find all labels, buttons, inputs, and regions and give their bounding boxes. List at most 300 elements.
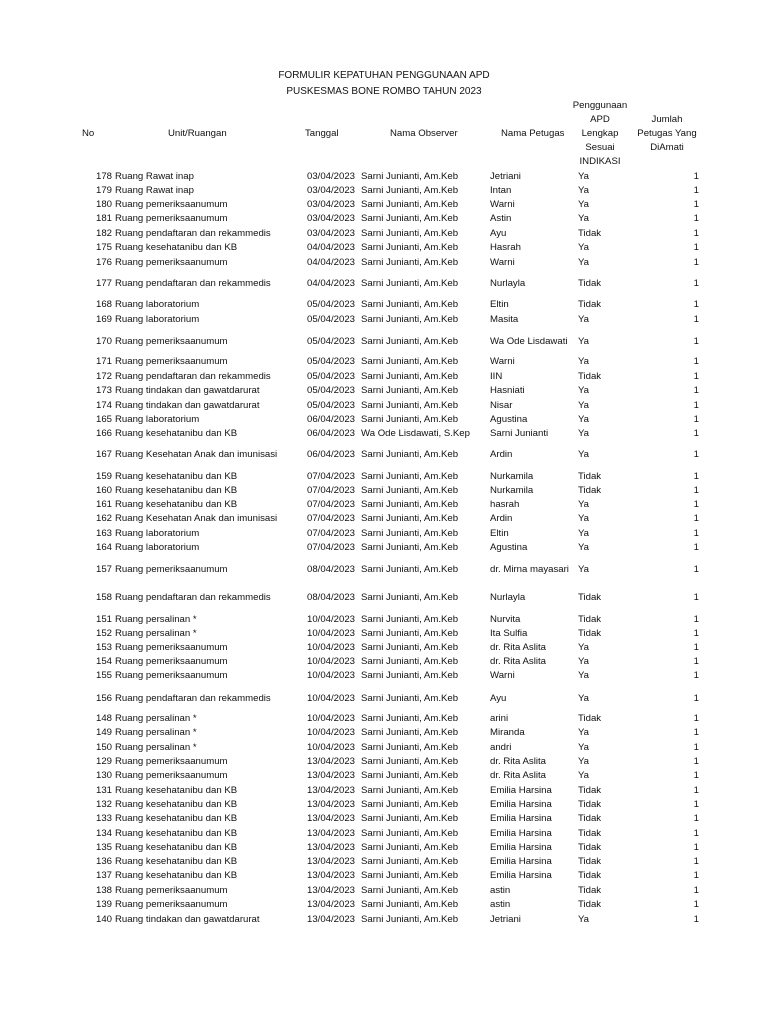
cell-no: 155 [95, 670, 112, 681]
cell-jumlah: 1 [693, 670, 699, 681]
cell-no: 173 [95, 385, 112, 396]
cell-tanggal: 03/04/2023 [307, 171, 356, 182]
table-row [0, 449, 768, 463]
table-row [0, 842, 768, 856]
cell-unit: Ruang tindakan dan gawatdarurat [115, 400, 260, 411]
cell-apd: Tidak [578, 785, 602, 796]
table-row [0, 228, 768, 242]
cell-unit: Ruang pemeriksaanumum [115, 642, 228, 653]
cell-tanggal: 03/04/2023 [307, 199, 356, 210]
cell-no: 180 [95, 199, 112, 210]
cell-petugas: astin [490, 885, 511, 896]
cell-observer: Sarni Junianti, Am.Keb [361, 870, 459, 881]
cell-apd: Ya [578, 693, 590, 704]
cell-no: 174 [95, 400, 112, 411]
cell-no: 171 [95, 356, 112, 367]
cell-apd: Ya [578, 656, 590, 667]
cell-unit: Ruang persalinan * [115, 727, 197, 738]
cell-tanggal: 04/04/2023 [307, 257, 356, 268]
table-row [0, 770, 768, 784]
table-row [0, 542, 768, 556]
cell-no: 179 [95, 185, 112, 196]
cell-observer: Sarni Junianti, Am.Keb [361, 799, 459, 810]
cell-tanggal: 05/04/2023 [307, 400, 356, 411]
cell-apd: Tidak [578, 485, 602, 496]
cell-tanggal: 10/04/2023 [307, 727, 356, 738]
cell-jumlah: 1 [693, 870, 699, 881]
cell-observer: Sarni Junianti, Am.Keb [361, 842, 459, 853]
cell-tanggal: 04/04/2023 [307, 278, 356, 289]
cell-jumlah: 1 [693, 528, 699, 539]
cell-unit: Ruang pemeriksaanumum [115, 899, 228, 910]
cell-apd: Ya [578, 356, 590, 367]
cell-observer: Sarni Junianti, Am.Keb [361, 485, 459, 496]
cell-no: 140 [95, 914, 112, 925]
cell-apd: Ya [578, 499, 590, 510]
cell-observer: Sarni Junianti, Am.Keb [361, 513, 459, 524]
cell-petugas: Emilia Harsina [490, 799, 552, 810]
cell-jumlah: 1 [693, 856, 699, 867]
header-apd-line: APD [590, 114, 610, 125]
cell-observer: Sarni Junianti, Am.Keb [361, 542, 459, 553]
cell-no: 166 [95, 428, 112, 439]
table-row [0, 885, 768, 899]
cell-jumlah: 1 [693, 899, 699, 910]
cell-jumlah: 1 [693, 336, 699, 347]
cell-apd: Ya [578, 528, 590, 539]
table-row [0, 656, 768, 670]
cell-no: 162 [95, 513, 112, 524]
table-row [0, 199, 768, 213]
cell-apd: Tidak [578, 856, 602, 867]
table-row [0, 813, 768, 827]
cell-apd: Ya [578, 400, 590, 411]
cell-petugas: Nurkamila [490, 471, 534, 482]
cell-no: 181 [95, 213, 112, 224]
cell-tanggal: 07/04/2023 [307, 542, 356, 553]
cell-tanggal: 10/04/2023 [307, 670, 356, 681]
table-row [0, 914, 768, 928]
header-tanggal: Tanggal [305, 128, 339, 139]
table-row [0, 564, 768, 578]
cell-no: 172 [95, 371, 112, 382]
cell-petugas: Wa Ode Lisdawati [490, 336, 568, 347]
cell-unit: Ruang Rawat inap [115, 171, 194, 182]
cell-tanggal: 05/04/2023 [307, 385, 356, 396]
cell-no: 156 [95, 693, 112, 704]
cell-jumlah: 1 [693, 171, 699, 182]
cell-no: 175 [95, 242, 112, 253]
cell-apd: Ya [578, 213, 590, 224]
cell-petugas: Emilia Harsina [490, 813, 552, 824]
cell-observer: Sarni Junianti, Am.Keb [361, 414, 459, 425]
cell-petugas: Nurlayla [490, 592, 526, 603]
table-row [0, 799, 768, 813]
cell-petugas: dr. Rita Aslita [490, 656, 546, 667]
cell-apd: Ya [578, 199, 590, 210]
cell-apd: Tidak [578, 371, 602, 382]
cell-jumlah: 1 [693, 592, 699, 603]
cell-petugas: Eltin [490, 528, 509, 539]
cell-unit: Ruang kesehatanibu dan KB [115, 828, 238, 839]
cell-tanggal: 07/04/2023 [307, 485, 356, 496]
cell-unit: Ruang kesehatanibu dan KB [115, 485, 238, 496]
cell-no: 139 [95, 899, 112, 910]
cell-petugas: Emilia Harsina [490, 870, 552, 881]
cell-apd: Ya [578, 670, 590, 681]
cell-apd: Tidak [578, 592, 602, 603]
cell-no: 182 [95, 228, 112, 239]
table-row [0, 785, 768, 799]
cell-no: 163 [95, 528, 112, 539]
cell-jumlah: 1 [693, 449, 699, 460]
cell-jumlah: 1 [693, 471, 699, 482]
cell-unit: Ruang pemeriksaanumum [115, 770, 228, 781]
cell-petugas: andri [490, 742, 512, 753]
cell-unit: Ruang persalinan * [115, 713, 197, 724]
cell-tanggal: 05/04/2023 [307, 371, 356, 382]
table-row [0, 828, 768, 842]
table-row [0, 336, 768, 350]
cell-no: 158 [95, 592, 112, 603]
header-jumlah-line: Petugas Yang [637, 128, 697, 139]
cell-apd: Ya [578, 742, 590, 753]
cell-apd: Ya [578, 914, 590, 925]
cell-petugas: dr. Rita Aslita [490, 642, 546, 653]
cell-unit: Ruang kesehatanibu dan KB [115, 870, 238, 881]
cell-tanggal: 13/04/2023 [307, 756, 356, 767]
cell-jumlah: 1 [693, 656, 699, 667]
table-row [0, 213, 768, 227]
cell-unit: Ruang pendaftaran dan rekammedis [115, 228, 271, 239]
cell-petugas: Agustina [490, 542, 528, 553]
cell-unit: Ruang pendaftaran dan rekammedis [115, 693, 271, 704]
cell-tanggal: 13/04/2023 [307, 885, 356, 896]
cell-jumlah: 1 [693, 885, 699, 896]
document-subtitle: PUSKESMAS BONE ROMBO TAHUN 2023 [286, 86, 482, 97]
cell-apd: Ya [578, 642, 590, 653]
cell-apd: Ya [578, 542, 590, 553]
cell-petugas: Ayu [490, 693, 507, 704]
cell-no: 134 [95, 828, 112, 839]
cell-unit: Ruang kesehatanibu dan KB [115, 242, 238, 253]
cell-no: 132 [95, 799, 112, 810]
cell-petugas: Emilia Harsina [490, 842, 552, 853]
cell-observer: Sarni Junianti, Am.Keb [361, 400, 459, 411]
cell-jumlah: 1 [693, 628, 699, 639]
cell-no: 170 [95, 336, 112, 347]
cell-observer: Sarni Junianti, Am.Keb [361, 257, 459, 268]
cell-tanggal: 05/04/2023 [307, 336, 356, 347]
cell-petugas: astin [490, 899, 511, 910]
cell-jumlah: 1 [693, 513, 699, 524]
cell-unit: Ruang tindakan dan gawatdarurat [115, 914, 260, 925]
cell-unit: Ruang pemeriksaanumum [115, 356, 228, 367]
cell-observer: Sarni Junianti, Am.Keb [361, 670, 459, 681]
table-row [0, 592, 768, 606]
cell-tanggal: 03/04/2023 [307, 213, 356, 224]
cell-unit: Ruang laboratorium [115, 299, 200, 310]
cell-jumlah: 1 [693, 199, 699, 210]
cell-jumlah: 1 [693, 914, 699, 925]
cell-observer: Sarni Junianti, Am.Keb [361, 756, 459, 767]
cell-no: 154 [95, 656, 112, 667]
cell-tanggal: 13/04/2023 [307, 914, 356, 925]
cell-jumlah: 1 [693, 642, 699, 653]
cell-petugas: IIN [490, 371, 503, 382]
cell-petugas: hasrah [490, 499, 520, 510]
cell-unit: Ruang Rawat inap [115, 185, 194, 196]
cell-jumlah: 1 [693, 299, 699, 310]
cell-tanggal: 13/04/2023 [307, 856, 356, 867]
cell-jumlah: 1 [693, 693, 699, 704]
cell-observer: Sarni Junianti, Am.Keb [361, 336, 459, 347]
header-jumlah [634, 113, 700, 155]
cell-apd: Ya [578, 314, 590, 325]
table-row [0, 385, 768, 399]
cell-unit: Ruang persalinan * [115, 742, 197, 753]
cell-no: 157 [95, 564, 112, 575]
cell-petugas: Warni [490, 356, 515, 367]
header-petugas: Nama Petugas [501, 128, 565, 139]
cell-unit: Ruang laboratorium [115, 314, 200, 325]
cell-tanggal: 10/04/2023 [307, 693, 356, 704]
cell-petugas: Emilia Harsina [490, 828, 552, 839]
cell-unit: Ruang laboratorium [115, 528, 200, 539]
cell-no: 131 [95, 785, 112, 796]
cell-jumlah: 1 [693, 485, 699, 496]
header-jumlah-line: DiAmati [650, 142, 684, 153]
cell-no: 160 [95, 485, 112, 496]
cell-petugas: Hasrah [490, 242, 521, 253]
cell-no: 177 [95, 278, 112, 289]
cell-apd: Ya [578, 449, 590, 460]
cell-observer: Sarni Junianti, Am.Keb [361, 628, 459, 639]
cell-apd: Ya [578, 242, 590, 253]
cell-unit: Ruang pemeriksaanumum [115, 199, 228, 210]
table-row [0, 756, 768, 770]
header-apd-line: Penggunaan [572, 100, 628, 111]
cell-jumlah: 1 [693, 828, 699, 839]
cell-observer: Sarni Junianti, Am.Keb [361, 642, 459, 653]
cell-unit: Ruang kesehatanibu dan KB [115, 813, 238, 824]
header-apd-line: INDIKASI [579, 156, 621, 167]
table-row [0, 614, 768, 628]
table-row [0, 471, 768, 485]
cell-apd: Ya [578, 428, 590, 439]
cell-petugas: Intan [490, 185, 512, 196]
cell-no: 178 [95, 171, 112, 182]
cell-petugas: Warni [490, 257, 515, 268]
cell-unit: Ruang pemeriksaanumum [115, 656, 228, 667]
cell-apd: Tidak [578, 471, 602, 482]
cell-petugas: Nisar [490, 400, 513, 411]
cell-observer: Sarni Junianti, Am.Keb [361, 171, 459, 182]
cell-petugas: Miranda [490, 727, 525, 738]
cell-observer: Sarni Junianti, Am.Keb [361, 356, 459, 367]
cell-observer: Sarni Junianti, Am.Keb [361, 185, 459, 196]
cell-apd: Tidak [578, 278, 602, 289]
cell-unit: Ruang kesehatanibu dan KB [115, 499, 238, 510]
cell-observer: Sarni Junianti, Am.Keb [361, 278, 459, 289]
cell-tanggal: 10/04/2023 [307, 642, 356, 653]
cell-observer: Sarni Junianti, Am.Keb [361, 693, 459, 704]
cell-petugas: Emilia Harsina [490, 856, 552, 867]
cell-unit: Ruang pemeriksaanumum [115, 213, 228, 224]
cell-jumlah: 1 [693, 213, 699, 224]
cell-unit: Ruang persalinan * [115, 628, 197, 639]
cell-petugas: dr. Rita Aslita [490, 756, 546, 767]
cell-unit: Ruang pendaftaran dan rekammedis [115, 278, 271, 289]
cell-petugas: Agustina [490, 414, 528, 425]
cell-observer: Sarni Junianti, Am.Keb [361, 371, 459, 382]
cell-petugas: Astin [490, 213, 512, 224]
cell-observer: Sarni Junianti, Am.Keb [361, 828, 459, 839]
cell-tanggal: 13/04/2023 [307, 813, 356, 824]
cell-observer: Sarni Junianti, Am.Keb [361, 713, 459, 724]
cell-tanggal: 05/04/2023 [307, 314, 356, 325]
cell-petugas: Hasniati [490, 385, 525, 396]
cell-observer: Sarni Junianti, Am.Keb [361, 742, 459, 753]
cell-unit: Ruang tindakan dan gawatdarurat [115, 385, 260, 396]
cell-petugas: Jetriani [490, 171, 521, 182]
cell-apd: Tidak [578, 713, 602, 724]
table-row [0, 485, 768, 499]
cell-jumlah: 1 [693, 742, 699, 753]
cell-jumlah: 1 [693, 785, 699, 796]
cell-apd: Tidak [578, 842, 602, 853]
cell-no: 167 [95, 449, 112, 460]
cell-jumlah: 1 [693, 278, 699, 289]
cell-jumlah: 1 [693, 842, 699, 853]
table-row [0, 870, 768, 884]
cell-apd: Ya [578, 257, 590, 268]
cell-observer: Sarni Junianti, Am.Keb [361, 656, 459, 667]
cell-petugas: arini [490, 713, 509, 724]
cell-apd: Ya [578, 727, 590, 738]
table-row [0, 171, 768, 185]
cell-tanggal: 10/04/2023 [307, 614, 356, 625]
cell-unit: Ruang pemeriksaanumum [115, 257, 228, 268]
cell-unit: Ruang pendaftaran dan rekammedis [115, 592, 271, 603]
cell-no: 136 [95, 856, 112, 867]
cell-jumlah: 1 [693, 756, 699, 767]
cell-no: 133 [95, 813, 112, 824]
cell-observer: Sarni Junianti, Am.Keb [361, 471, 459, 482]
cell-unit: Ruang pemeriksaanumum [115, 756, 228, 767]
cell-observer: Sarni Junianti, Am.Keb [361, 813, 459, 824]
cell-apd: Tidak [578, 628, 602, 639]
table-row [0, 414, 768, 428]
cell-no: 150 [95, 742, 112, 753]
cell-unit: Ruang kesehatanibu dan KB [115, 785, 238, 796]
cell-observer: Sarni Junianti, Am.Keb [361, 199, 459, 210]
table-row [0, 693, 768, 707]
cell-apd: Ya [578, 513, 590, 524]
table-row [0, 257, 768, 271]
cell-observer: Sarni Junianti, Am.Keb [361, 228, 459, 239]
table-row [0, 499, 768, 513]
cell-no: 168 [95, 299, 112, 310]
cell-observer: Sarni Junianti, Am.Keb [361, 299, 459, 310]
table-row [0, 713, 768, 727]
cell-unit: Ruang Kesehatan Anak dan imunisasi [115, 513, 278, 524]
cell-tanggal: 10/04/2023 [307, 713, 356, 724]
cell-petugas: Nurkamila [490, 485, 534, 496]
cell-no: 129 [95, 756, 112, 767]
cell-unit: Ruang pemeriksaanumum [115, 336, 228, 347]
cell-observer: Wa Ode Lisdawati, S.Kep [361, 428, 470, 439]
cell-apd: Tidak [578, 299, 602, 310]
cell-no: 176 [95, 257, 112, 268]
cell-observer: Sarni Junianti, Am.Keb [361, 528, 459, 539]
cell-unit: Ruang laboratorium [115, 542, 200, 553]
cell-tanggal: 13/04/2023 [307, 870, 356, 881]
cell-observer: Sarni Junianti, Am.Keb [361, 727, 459, 738]
cell-observer: Sarni Junianti, Am.Keb [361, 385, 459, 396]
cell-no: 137 [95, 870, 112, 881]
cell-tanggal: 03/04/2023 [307, 228, 356, 239]
cell-jumlah: 1 [693, 400, 699, 411]
cell-tanggal: 06/04/2023 [307, 449, 356, 460]
cell-no: 148 [95, 713, 112, 724]
cell-no: 151 [95, 614, 112, 625]
cell-unit: Ruang persalinan * [115, 614, 197, 625]
table-row [0, 727, 768, 741]
cell-apd: Ya [578, 414, 590, 425]
cell-unit: Ruang kesehatanibu dan KB [115, 428, 238, 439]
cell-jumlah: 1 [693, 314, 699, 325]
cell-tanggal: 13/04/2023 [307, 799, 356, 810]
cell-observer: Sarni Junianti, Am.Keb [361, 564, 459, 575]
table-row [0, 278, 768, 292]
cell-petugas: Masita [490, 314, 519, 325]
table-row [0, 314, 768, 328]
cell-jumlah: 1 [693, 727, 699, 738]
cell-apd: Ya [578, 770, 590, 781]
table-row [0, 528, 768, 542]
cell-no: 153 [95, 642, 112, 653]
cell-tanggal: 07/04/2023 [307, 513, 356, 524]
cell-observer: Sarni Junianti, Am.Keb [361, 770, 459, 781]
cell-jumlah: 1 [693, 614, 699, 625]
cell-observer: Sarni Junianti, Am.Keb [361, 856, 459, 867]
cell-unit: Ruang pemeriksaanumum [115, 670, 228, 681]
table-row [0, 185, 768, 199]
cell-jumlah: 1 [693, 257, 699, 268]
cell-unit: Ruang kesehatanibu dan KB [115, 842, 238, 853]
cell-jumlah: 1 [693, 385, 699, 396]
cell-tanggal: 07/04/2023 [307, 528, 356, 539]
table-row [0, 670, 768, 684]
cell-apd: Tidak [578, 799, 602, 810]
cell-no: 169 [95, 314, 112, 325]
cell-apd: Ya [578, 385, 590, 396]
cell-tanggal: 13/04/2023 [307, 785, 356, 796]
cell-apd: Tidak [578, 228, 602, 239]
cell-observer: Sarni Junianti, Am.Keb [361, 614, 459, 625]
cell-tanggal: 06/04/2023 [307, 414, 356, 425]
cell-tanggal: 08/04/2023 [307, 592, 356, 603]
cell-no: 130 [95, 770, 112, 781]
cell-unit: Ruang pendaftaran dan rekammedis [115, 371, 271, 382]
header-jumlah-line: Jumlah [651, 114, 683, 125]
cell-no: 149 [95, 727, 112, 738]
table-row [0, 628, 768, 642]
table-row [0, 513, 768, 527]
cell-observer: Sarni Junianti, Am.Keb [361, 592, 459, 603]
cell-jumlah: 1 [693, 371, 699, 382]
